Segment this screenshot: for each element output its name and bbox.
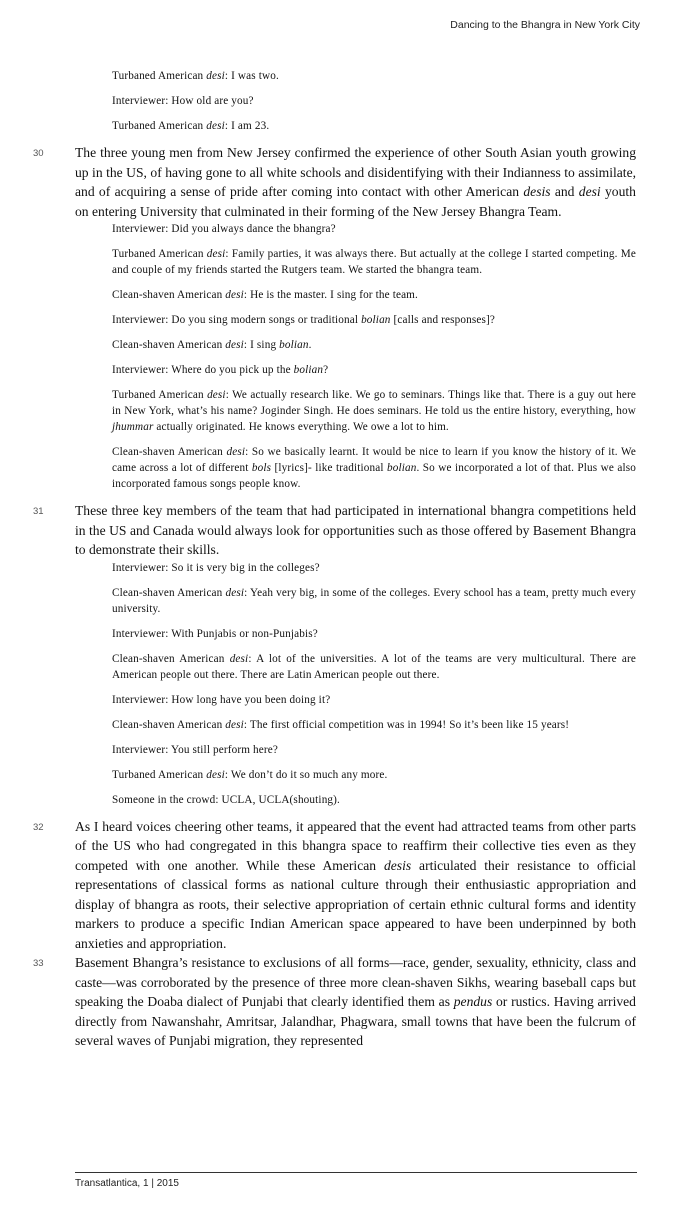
interview-quote (112, 692, 636, 708)
italic-term: desi (225, 289, 244, 301)
text-run: : I was two. (224, 70, 279, 82)
interview-quote (112, 287, 636, 303)
text-run: Someone in the crowd: UCLA, UCLA(shouting). (112, 793, 340, 806)
article-body (0, 68, 700, 1051)
italic-term: desi (206, 120, 225, 132)
interview-quote (112, 312, 636, 328)
body-paragraph (33, 143, 636, 221)
text-run: Interviewer: Where do you pick up the (112, 364, 294, 376)
italic-term: bolian (386, 462, 417, 474)
text-run: Clean-shaven American (112, 652, 230, 665)
text-run: actually originated. He knows everything. We owe a lot to him. (153, 421, 449, 433)
text-run: : I am 23. (224, 120, 270, 132)
italic-term: pendus (453, 994, 493, 1009)
text-run: : He is the master. I sing for the team. (243, 289, 418, 301)
text-run: Interviewer: Do you sing modern songs or traditional (112, 314, 362, 326)
body-paragraph (33, 953, 636, 1051)
italic-term: bolian (361, 314, 391, 326)
text-run: Turbaned American (112, 768, 207, 781)
interview-quote (112, 444, 636, 492)
interview-quote (112, 560, 636, 576)
italic-term: desi (225, 339, 244, 351)
text-run: articulated their resistance to official representations of classical forms as national culture through their enthusiastic appropriation and display of bhangra as roots, their selective appropriation of certain ethnic cultural forms and identity markers to produce a specific Indian American space appeared to have been underpinned by both anxieties and appropriation. (75, 857, 637, 951)
text-run: Clean-shaven American (112, 446, 227, 458)
text-run: youth on entering University that culminated in their forming of the New Jersey Bhangra Team. (75, 184, 636, 219)
interview-quote (112, 93, 636, 109)
paragraph-number: 32 (33, 821, 44, 833)
interview-quote (112, 387, 636, 435)
text-run: Turbaned American (112, 120, 207, 132)
text-run: . So we incorporated a lot of that. Plus we also incorporated famous songs people know. (112, 462, 636, 490)
italic-term: jhummar (112, 421, 154, 433)
text-run: [lyrics]- like traditional (271, 462, 387, 474)
italic-term: desi (207, 389, 226, 401)
interview-quote (112, 221, 636, 237)
italic-term: desis (383, 857, 412, 873)
text-run: Interviewer: So it is very big in the colleges? (112, 561, 320, 574)
italic-term: desi (229, 652, 249, 665)
text-run: [calls and responses]? (390, 314, 495, 326)
text-run: Clean-shaven American (112, 718, 226, 731)
text-run: Clean-shaven American (112, 339, 226, 351)
interview-quote (112, 792, 636, 808)
text-run: The three young men from New Jersey confirmed the experience of other South Asian youth growing up in the US, of having gone to all white schools and disidentifying with their Indianness to assimilate, and of acquiring a sense of pride after coming into contact with other American (75, 145, 636, 199)
text-run: : A lot of the universities. A lot of the teams are very multicultural. There are American people out there. There are Latin American people out there. (112, 652, 636, 681)
text-run: Interviewer: You still perform here? (112, 743, 279, 756)
italic-term: desi (578, 184, 601, 199)
footer-journal: Transatlantica, 1 | 2015 (75, 1178, 179, 1189)
italic-term: bols (251, 462, 272, 474)
italic-term: desi (206, 248, 226, 260)
interview-quote (112, 626, 636, 642)
interview-quote (112, 742, 636, 758)
italic-term: bolian (279, 339, 309, 351)
interview-quote (112, 337, 636, 353)
text-run: Turbaned American (112, 389, 208, 401)
text-run: Clean-shaven American (112, 586, 226, 599)
italic-term: desi (206, 70, 225, 82)
interview-quote (112, 585, 636, 617)
footer-rule (75, 1172, 637, 1173)
italic-term: desi (226, 446, 246, 458)
running-head: Dancing to the Bhangra in New York City (450, 19, 640, 31)
text-run: ? (323, 364, 329, 376)
text-run: Interviewer: How long have you been doing it? (112, 693, 331, 706)
italic-term: desis (523, 184, 551, 199)
body-paragraph (33, 501, 636, 560)
text-run: : We actually research like. We go to seminars. Things like that. There is a guy out here in New York, what’s his name? Joginder Singh. He does seminars. He told us the entire history, everything, how (112, 389, 636, 417)
interview-quote (112, 246, 636, 278)
interview-quote (112, 362, 636, 378)
text-run: As I heard voices cheering other teams, it appeared that the event had attracted teams from other parts of the US who had congregated in this bhangra space to reaffirm their collective ties even as they competed with one another. While these American (75, 818, 636, 873)
text-run: Interviewer: With Punjabis or non-Punjabis? (112, 627, 318, 640)
text-run: Turbaned American (112, 70, 207, 82)
text-run: Clean-shaven American (112, 289, 226, 301)
italic-term: desi (225, 586, 245, 599)
interview-quote (112, 717, 636, 733)
text-run: Interviewer: Did you always dance the bhangra? (112, 223, 336, 235)
paragraph-number: 33 (33, 958, 44, 969)
body-paragraph (33, 817, 637, 954)
interview-quote (112, 68, 636, 84)
interview-quote (112, 651, 636, 683)
text-run: : Yeah very big, in some of the colleges. Every school has a team, pretty much every university. (112, 586, 636, 615)
text-run: Interviewer: How old are you? (112, 95, 254, 107)
text-run: : So we basically learnt. It would be nice to learn if you know the history of it. We came across a lot of different (112, 446, 636, 474)
text-run: : Family parties, it was always there. But actually at the college I started competing. Me and couple of my friends started the Rutgers team. We started the bhangra team. (112, 248, 636, 276)
italic-term: bolian (293, 364, 324, 376)
paragraph-number: 30 (33, 148, 44, 159)
interview-quote (112, 118, 636, 134)
interview-quote (112, 767, 636, 783)
text-run: Turbaned American (112, 248, 207, 260)
text-run: These three key members of the team that had participated in international bhangra competitions held in the US and Canada would always look for opportunities such as those offered by Basement Bhangra to demonstrate their skills. (75, 503, 636, 557)
italic-term: desi (225, 718, 244, 731)
text-run: and (550, 184, 579, 199)
text-run: : We don’t do it so much any more. (224, 768, 388, 781)
text-run: : The first official competition was in 1994! So it’s been like 15 years! (243, 718, 570, 731)
text-run: or rustics. Having arrived directly from Nawanshahr, Amritsar, Jalandhar, Phagwara, small towns that have been the fulcrum of several waves of Punjabi migration, they represented (75, 994, 636, 1048)
italic-term: desi (206, 768, 225, 781)
text-run: . (308, 339, 312, 351)
text-run: : I sing (243, 339, 280, 351)
text-run: Basement Bhangra’s resistance to exclusions of all forms—race, gender, sexuality, ethnicity, class and caste—was corroborated by the presence of three more clean-shaven Sikhs, wearing baseball caps but speaking the Doaba dialect of Punjabi that clearly identified them as (75, 955, 636, 1009)
paragraph-number: 31 (33, 506, 44, 517)
